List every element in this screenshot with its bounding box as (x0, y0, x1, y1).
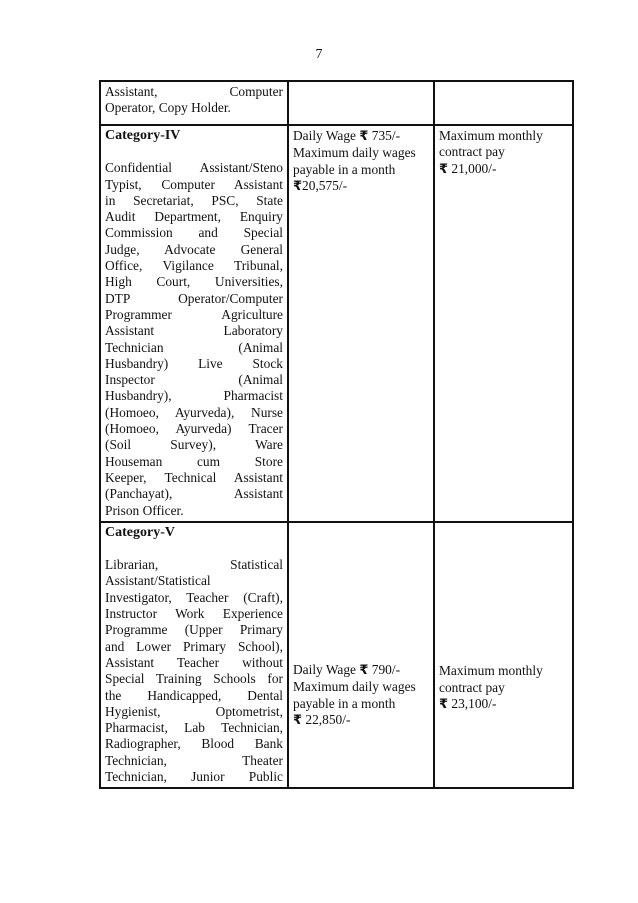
designation-line: (Soil Survey), Ware (105, 437, 283, 453)
designation-line: (Panchayat), Assistant (105, 486, 283, 502)
daily-wage-line (293, 662, 429, 679)
page-number: 7 (315, 47, 323, 62)
daily-wage-label: Daily Wage (293, 662, 357, 678)
contract-label: Maximum monthly (439, 663, 543, 679)
contract-cell (434, 125, 573, 522)
designation-line: Librarian, Statistical (105, 557, 283, 573)
rupee-icon: ₹ (359, 129, 369, 144)
designation-line: Programme (Upper Primary (105, 622, 283, 638)
designation-line: Inspector (Animal (105, 372, 283, 388)
designation-cell (100, 522, 288, 788)
contract-label: Maximum monthly (439, 128, 543, 143)
designation-line: Technician (Animal (105, 339, 283, 355)
designation-line: High Court, Universities, (105, 274, 283, 290)
designation-line: (Homoeo, Ayurveda) Tracer (105, 421, 283, 437)
rupee-icon: ₹ (293, 178, 303, 194)
contract-amount-line (439, 161, 568, 178)
contract-amount: 21,000/- (451, 160, 497, 176)
max-wage-label: Maximum daily wages (293, 145, 416, 161)
designation-line: Prison Officer. (105, 502, 184, 518)
monthly-wage-amount: 20,575/- (302, 177, 348, 193)
table-row (100, 522, 573, 788)
monthly-wage-amount: 22,850/- (305, 711, 351, 727)
payable-label: payable in a month (293, 695, 396, 711)
designation-line: Investigator, Teacher (Craft), (105, 589, 283, 605)
contract-cell (434, 522, 573, 788)
category-heading: Category-V (105, 524, 175, 540)
monthly-wage-line (293, 712, 429, 729)
designation-line: Office, Vigilance Tribunal, (105, 258, 283, 274)
designation-line: DTP Operator/Computer (105, 290, 283, 306)
designation-line: Assistant, Computer (105, 84, 283, 99)
designation-line: and Lower Primary School), (105, 638, 283, 654)
table-row (100, 81, 573, 125)
designation-line: Assistant Laboratory (105, 323, 283, 339)
contract-pay-label: contract pay (439, 144, 505, 160)
contract-amount: 23,100/- (451, 695, 497, 711)
daily-wage-amount: 790/- (371, 662, 401, 678)
designation-line: Commission and Special (105, 225, 283, 241)
rupee-icon: ₹ (359, 663, 369, 679)
designation-list (105, 160, 283, 519)
payable-label: payable in a month (293, 161, 396, 177)
designation-cell (100, 81, 288, 125)
designation-line: Hygienist, Optometrist, (105, 703, 283, 719)
designation-line: Technician, Theater (105, 752, 283, 768)
rupee-icon: ₹ (439, 696, 449, 712)
designation-line: the Handicapped, Dental (105, 687, 283, 703)
designation-line: Judge, Advocate General (105, 241, 283, 257)
daily-wage-amount: 735/- (371, 128, 401, 143)
designation-line: Operator, Copy Holder. (105, 100, 231, 116)
designation-line: Radiographer, Blood Bank (105, 736, 283, 752)
designation-line: Husbandry), Pharmacist (105, 388, 283, 404)
wage-cell (288, 522, 434, 788)
designation-line: Instructor Work Experience (105, 606, 283, 622)
wage-cell (288, 125, 434, 522)
designation-cell (100, 125, 288, 522)
wage-table (99, 80, 574, 789)
designation-line: Typist, Computer Assistant (105, 176, 283, 192)
designation-line: Pharmacist, Lab Technician, (105, 720, 283, 736)
designation-line: in Secretariat, PSC, State (105, 192, 283, 208)
designation-line: Special Training Schools for (105, 671, 283, 687)
designation-line: (Homoeo, Ayurveda), Nurse (105, 404, 283, 420)
daily-wage-line (293, 128, 429, 145)
contract-pay-label: contract pay (439, 679, 505, 695)
designation-line: Assistant/Statistical (105, 573, 211, 589)
designation-line: Assistant Teacher without (105, 654, 283, 670)
category-heading: Category-IV (105, 128, 181, 143)
designation-line: Technician, Junior Public (105, 768, 283, 784)
designation-list (105, 557, 283, 785)
daily-wage-label: Daily Wage (293, 128, 357, 143)
designation-line: Keeper, Technical Assistant (105, 469, 283, 485)
contract-amount-line (439, 696, 568, 713)
rupee-icon: ₹ (293, 712, 303, 728)
wage-cell (288, 81, 434, 125)
monthly-wage-line (293, 178, 429, 195)
designation-list (105, 84, 283, 117)
rupee-icon: ₹ (439, 161, 449, 177)
contract-cell (434, 81, 573, 125)
designation-line: Confidential Assistant/Steno (105, 160, 283, 176)
max-wage-label: Maximum daily wages (293, 679, 416, 695)
designation-line: Audit Department, Enquiry (105, 209, 283, 225)
table-row (100, 125, 573, 522)
designation-line: Husbandry) Live Stock (105, 355, 283, 371)
designation-line: Programmer Agriculture (105, 306, 283, 322)
designation-line: Houseman cum Store (105, 453, 283, 469)
